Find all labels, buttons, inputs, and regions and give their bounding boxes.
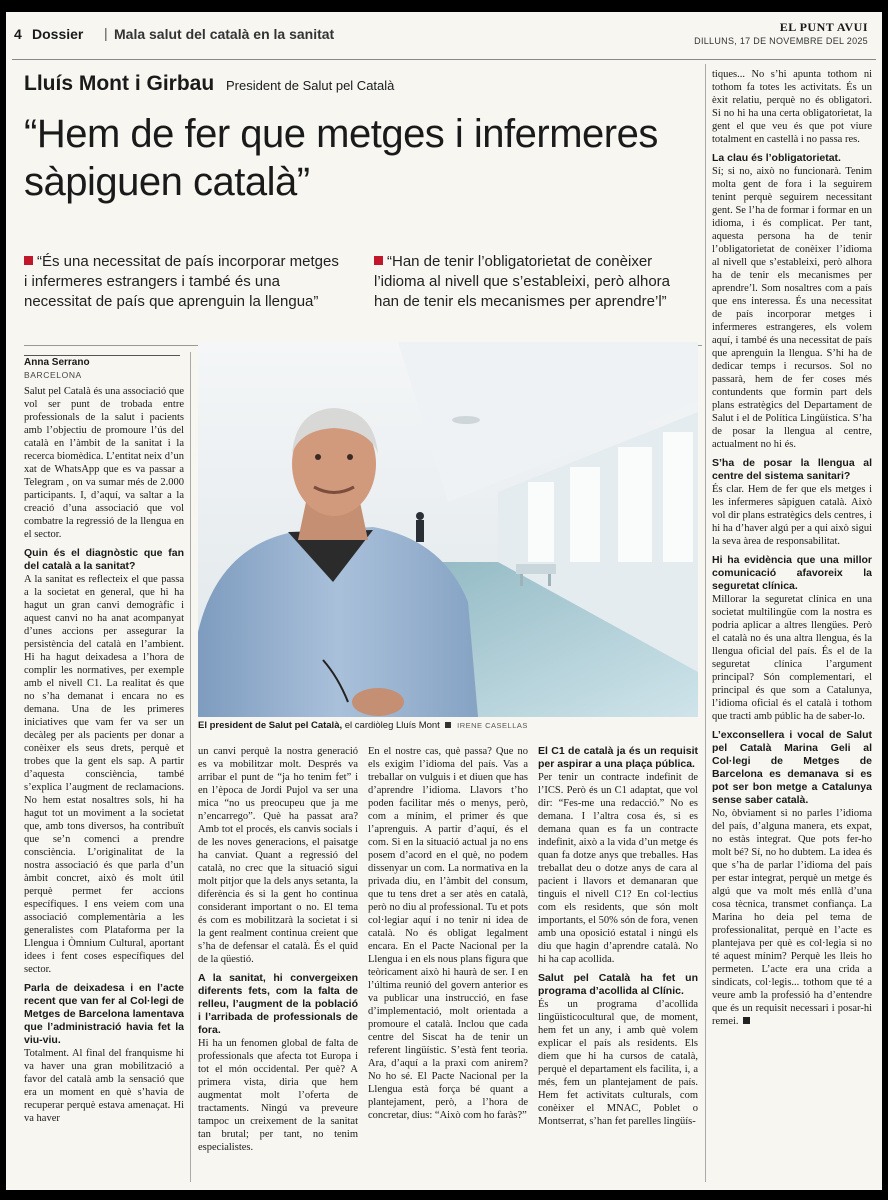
question: La clau és l’obligatorietat. xyxy=(712,152,841,164)
paragraph: Hi ha un fenomen global de falta de professionals que afecta tot Europa i tot el món occidental. Per què? A primera vista, diria que hem augmentat molt l’oferta de tractaments. Ningú va preveure tampoc un creixement de la sanitat tan brutal; per tant, no tenim especialistes. xyxy=(198,1038,358,1153)
caption-separator-icon xyxy=(445,722,451,728)
question: El C1 de català ja és un requisit per aspirar a una plaça pública. xyxy=(538,745,698,770)
pullquote-2-text: “Han de tenir l’obligatorietat de conèixer l’idioma al nivell que s’estableixi, però alhora han de tenir els mecanismes per aprendre’l” xyxy=(374,253,670,310)
paragraph: Totalment. Al final del franquisme hi va haver una gran mobilització a favor del català amb la sensació que era un moment en què s’havia de recuperar perquè estava amenaçat. Hi va haver xyxy=(24,1048,184,1124)
author-rule xyxy=(24,355,180,356)
paragraph xyxy=(712,807,872,1028)
quote-marker-icon xyxy=(374,256,383,265)
photo-credit: IRENE CASELLAS xyxy=(457,721,528,730)
quote-marker-icon xyxy=(24,256,33,265)
end-of-article-icon xyxy=(743,1017,750,1024)
question: Parla de deixadesa i en l’acte recent que van fer al Col·legi de Metges de Barcelona lamentava que l’administració havia fet la viu-viu. xyxy=(24,982,184,1046)
interviewee-name: Lluís Mont i Girbau xyxy=(24,72,215,95)
question: Salut pel Català ha fet un programa d’acollida al Clínic. xyxy=(538,972,698,997)
paragraph: En el nostre cas, què passa? Que no els exigim l’idioma del país. Vas a treballar on vulguis i et diuen que has d’aprendre l’idioma. Llavors t’ho poden facilitar més o menys, però, com a mínim, el primer és que l’aprenguis. A partir d’aquí, és el com. Si en la situació actual ja no ens posem d’acord en el què, no podem dissenyar un com. La normativa en la privada diu, en l’àmbit del consum, que tu tens dret a ser atès en català, però no diu al professional. Tu et pots col·legiar aquí i no tenir ni idea de català. No és obligat legalment encara. En el Pacte Nacional per la Llengua i en els nous plans figura que teòricament això hi haurà de ser. I en l’última reunió del govern anterior es va publicar una instrucció, en fase d’implementació, molt orientada a promoure el català. Inclou que cada centre del Siscat ha de tenir un referent lingüístic. S’està fent teoria. Ara, d’aquí a la praxi com anirem? No ho sé. El Pacte Nacional per la Llengua està força bé quant a plantejament, però, a l’hora de concretar, dius: “Això com ho faràs?” xyxy=(368,746,528,1121)
column-divider xyxy=(705,64,706,1182)
interviewee-role: President de Salut pel Català xyxy=(226,78,395,93)
caption-lead: El president de Salut pel Català, xyxy=(198,720,343,731)
paragraph: tiques... No s’hi apunta tothom ni tothom fa totes les activitats. És un èxit relatiu, perquè no és obligatori. Si no hi ha una certa obligatorietat, la gent el que veu és que pot viure totalment en castellà i no passa res. xyxy=(712,69,872,145)
question: Quin és el diagnòstic que fan del català a la sanitat? xyxy=(24,547,184,572)
issue-date: DILLUNS, 17 DE NOVEMBRE DEL 2025 xyxy=(694,36,868,46)
column-divider xyxy=(190,352,191,1182)
article-column-2 xyxy=(198,745,358,1185)
header-divider: | xyxy=(104,25,108,41)
question: L’exconsellera i vocal de Salut pel Català Marina Geli al Col·legi de Metges de Barcelona es demanava si es pot ser bon metge a Catalunya sense saber català. xyxy=(712,729,872,806)
header-rule xyxy=(12,59,876,60)
question: S’ha de posar la llengua al centre del sistema sanitari? xyxy=(712,457,872,482)
paragraph: Salut pel Català és una associació que vol ser punt de trobada entre professionals de la salut i pacients amb l’objectiu de promoure l’ús del català en l’àmbit de la sanitat i la recerca biomèdica. L’entitat neix d’un xat de WhatsApp que es va passar a Telegram , on va sumar més de 2.000 participants. I, d’aquí, va saltar a la creació d’una associació que vol combatre la regressió de la llengua en el sector. xyxy=(24,386,184,540)
article-column-1 xyxy=(24,385,184,1185)
author-city: BARCELONA xyxy=(24,370,82,380)
newspaper-page xyxy=(6,12,882,1190)
article-column-3 xyxy=(368,745,528,1185)
pullquote-1 xyxy=(24,252,344,312)
paragraph: És un programa d’acollida lingüisticocultural que, de moment, hem fet un any, i amb què volem explicar el país als residents. Els diem que hi ha cursos de català, perquè el departament els facilita, i, a més, fem un plantejament de país. Hem fet activitats culturals, com conèixer el MNAC, Poblet o Montserrat, s’han fet parelles lingüís- xyxy=(538,999,698,1127)
article-column-4 xyxy=(538,745,698,1185)
article-column-5 xyxy=(712,68,872,1186)
portrait-photo xyxy=(198,342,698,717)
headline: “Hem de fer que metges i infermeres sàpiguen català” xyxy=(24,112,658,204)
author-name: Anna Serrano xyxy=(24,357,90,368)
paragraph: A la sanitat es reflecteix el que passa a la societat en general, que hi ha hagut un gran canvi demogràfic i aquest canvi no ha anat acompanyat d’unes accions per assegurar la persistència del català en l’ambient. Hi ha hagut deixadesa a l’hora de complir les normatives, per exemple amb el nivell C1. La realitat és que no s’ha demanat i encara no es demana. Una de les primeres iniciatives que vam fer va ser un decàleg per als pacients per donar a conèixer els seus drets, perquè et trobes que la gent els sap. A partir d’aquesta consciència, també s’explica l’augment de reclamacions. No hem estat nosaltres sols, hi ha hagut tot un moviment a la societat que, amb tons diversos, ha contribuït que se’n comenci a prendre consciència. L’originalitat de la nostra associació és que parla d’un àmbit concret, això és molt útil perquè permet fer accions específiques. I ens veiem com una associació complementària a les generalistes com Plataforma per la Llengua i Òmnium Cultural, aportant idees i fent coses específiques del sector. xyxy=(24,574,184,975)
photo-illustration xyxy=(198,342,698,717)
section-label: Dossier xyxy=(32,26,84,42)
caption-text: el cardiòleg Lluís Mont xyxy=(344,720,440,731)
paragraph: Per tenir un contracte indefinit de l’ICS. Però és un C1 adaptat, que vol dir: “Fes-me una redacció.” No es demana. I l’altra cosa és, si es demana quan es fa un contracte indefinit, això a la vida d’un metge és quan fa dotze anys que treballes. Has treballat deu o dotze anys de cara al pacient i llavors et demanaran que tinguis el nivell C1? En col·lectius com els residents, que són molt importants, el 50% són de fora, venen amb una oposició estatal i ningú els diu que hagin d’aprendre català. No hi ha cap acollida. xyxy=(538,772,698,965)
question: A la sanitat, hi convergeixen diferents fets, com la falta de relleu, l’augment de la població i l’arribada de professionals de fora. xyxy=(198,972,358,1036)
paragraph: un canvi perquè la nostra generació es va mobilitzar molt. Després va arribar el punt de “ja ho tenim fet” i en l’època de Jordi Pujol va ser una mica “no us preocupeu que ja me n’encarrego”. Què ha passat ara? Amb tot el procés, els canvis socials i de les noves generacions, el paisatge ha canviat. Quant a regressió del català, no crec que la situació sigui molt pitjor que la dels anys setanta, la diferència és si la gent ho continua considerant important o no. El tema és com es mobilitzarà la societat i si la gent realment continua creient que s’ha de defensar el català. És el quid de la qüestió. xyxy=(198,746,358,965)
pullquote-2 xyxy=(374,252,694,312)
final-paragraph: No, òbviament si no parles l’idioma del país, d’alguna manera, ets expat, no estàs integrat. Que pots fer-ho molt bé? Sí, no ho dubtem. La idea és que s’ha de parlar l’idioma del país per estar integrat, perquè un metge és algú que va molt més enllà d’una cosa tècnica, transmet confiança. La Marina ho deia pel tema de professionalitat, perquè en l’acte es plantejava per què es col·legia si no té aquest mínim? Perquè les lleis ho permeten. L’acte era una crida a sindicats, col·legis... tothom que té a veure amb la professió ha d’entendre que és un requisit necessari i posar-hi remei. xyxy=(712,808,872,1027)
topic-label: Mala salut del català en la sanitat xyxy=(114,26,335,42)
photo-caption xyxy=(198,720,698,731)
newspaper-brand: EL PUNT AVUI xyxy=(779,20,868,34)
paragraph: Millorar la seguretat clínica en una societat multilingüe com la nostra es podria aplicar a altres llengües. Però el català no és una altra llengua, és la llengua oficial del país. És el de la seguretat clínica l’argument principal? Són complementari, el principal és que som a Catalunya, l’idioma oficial és el català i tothom que tracti amb públic ha de saber-lo. xyxy=(712,594,872,722)
question: Hi ha evidència que una millor comunicació afavoreix la seguretat clínica. xyxy=(712,554,872,592)
paragraph: És clar. Hem de fer que els metges i les infermeres sàpiguen català. Això vol dir plans estratègics dels centres, i hi ha d’haver algú per a qui això sigui la seva àrea de responsabilitat. xyxy=(712,484,872,547)
pullquote-1-text: “És una necessitat de país incorporar metges i infermeres estrangers i també és una necessitat de país que aprenguin la llengua” xyxy=(24,253,339,310)
page-number: 4 xyxy=(14,26,22,42)
paragraph: Sí; si no, això no funcionarà. Tenim molta gent de fora i la seguirem tenint perquè seguirem necessitant gent. Se l’ha de formar i formar en un idioma, i és complicat. Per tant, aquesta persona ha de tenir l’obligatorietat de conèixer l’idioma al nivell que s’estableixi, però alhora ha de tenir els mecanismes per aprendre’l. Som nosaltres com a país que ens interessa. És una necessitat de país incorporar metges i infermeres estrangeres, els volem aquí, i també és una necessitat de país que aprenguin la llengua. S’hi ha de dedicar temps i recursos. Sol no passarà, hem de fer coses més contundents que formin part dels plans estratègics del Departament de Salut i el de Política Lingüística. S’ha de posar la llengua al centre, actualment no hi és. xyxy=(712,166,872,450)
